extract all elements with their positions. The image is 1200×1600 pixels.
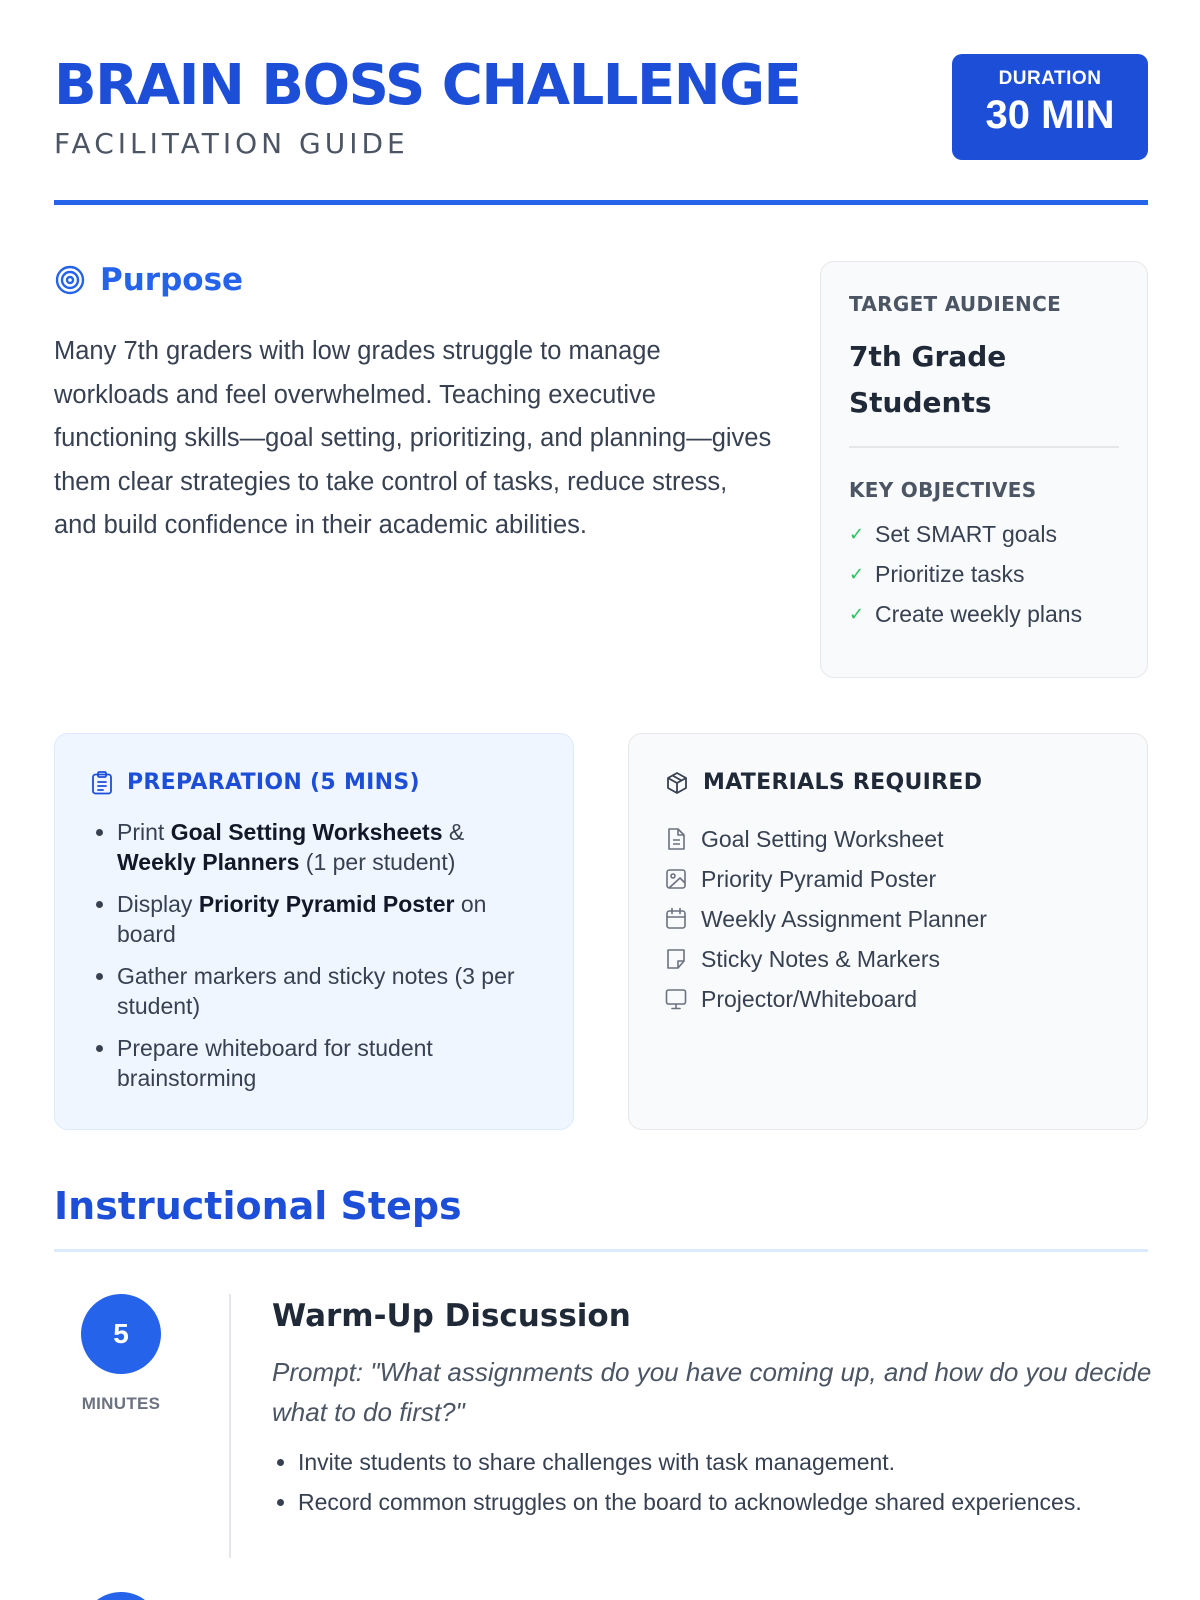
purpose-section xyxy=(54,262,774,548)
list-item: Projector/Whiteboard xyxy=(665,979,1111,1019)
step-bullets xyxy=(272,1442,1152,1522)
list-item: ✓ Create weekly plans xyxy=(849,594,1119,634)
preparation-heading: PREPARATION (5 MINS) xyxy=(91,770,537,795)
calendar-icon xyxy=(665,907,687,931)
audience-value: 7th Grade Students xyxy=(849,340,1007,419)
check-icon: ✓ xyxy=(849,603,865,624)
step-minutes-badge: 5 xyxy=(81,1294,161,1374)
materials-card xyxy=(628,733,1148,1130)
document-icon xyxy=(665,827,687,851)
step-title: Warm-Up Discussion xyxy=(272,1298,631,1334)
list-item: • Gather markers and sticky notes (3 per student) xyxy=(117,961,537,1021)
objectives-list xyxy=(849,514,1119,634)
preparation-list xyxy=(91,817,537,1093)
check-icon: ✓ xyxy=(849,523,865,544)
steps-heading: Instructional Steps xyxy=(54,1184,462,1228)
list-item: ✓ Prioritize tasks xyxy=(849,554,1119,594)
target-icon xyxy=(54,264,86,296)
next-step-badge xyxy=(81,1592,161,1600)
list-item: • Record common struggles on the board to acknowledge shared experiences. xyxy=(298,1482,1152,1522)
check-icon: ✓ xyxy=(849,563,865,584)
box-icon xyxy=(665,771,689,795)
purpose-text: Many 7th graders with low grades struggle to manage workloads and feel overwhelmed. Teaching executive functioning skills—goal setting, prioritizing, and planning—gives them clear strategies to take control of tasks, reduce stress, and build confidence in their academic abilities. xyxy=(54,337,772,539)
list-item: Goal Setting Worksheet xyxy=(665,819,1111,859)
monitor-icon xyxy=(665,987,687,1011)
step-prompt: Prompt: "What assignments do you have coming up, and how do you decide what to do first?" xyxy=(272,1357,1152,1427)
list-item: Priority Pyramid Poster xyxy=(665,859,1111,899)
duration-badge xyxy=(952,54,1148,160)
list-item: • Print Goal Setting Worksheets & Weekly Planners (1 per student) xyxy=(117,817,537,877)
list-item: ✓ Set SMART goals xyxy=(849,514,1119,554)
header-divider xyxy=(54,200,1148,205)
image-icon xyxy=(665,867,687,891)
page-title: BRAIN BOSS CHALLENGE xyxy=(54,53,801,118)
list-item: • Display Priority Pyramid Poster on board xyxy=(117,889,537,949)
page-subtitle: FACILITATION GUIDE xyxy=(54,127,409,160)
objectives-label: KEY OBJECTIVES xyxy=(849,477,1037,502)
preparation-card xyxy=(54,733,574,1130)
materials-list xyxy=(665,819,1111,1019)
step-body xyxy=(272,1294,1152,1522)
step-minutes-label: MINUTES xyxy=(81,1394,161,1413)
audience-card xyxy=(820,261,1148,678)
clipboard-icon xyxy=(91,771,113,795)
list-item: • Prepare whiteboard for student brainstorming xyxy=(117,1033,537,1093)
steps-divider xyxy=(54,1249,1148,1252)
duration-value: 30 MIN xyxy=(985,93,1115,137)
audience-label: TARGET AUDIENCE xyxy=(849,292,1062,316)
duration-label: DURATION xyxy=(998,68,1102,89)
page-header xyxy=(54,52,1148,206)
card-divider xyxy=(849,446,1119,448)
list-item: • Invite students to share challenges with task management. xyxy=(298,1442,1152,1482)
purpose-heading xyxy=(54,262,774,298)
purpose-heading-text: Purpose xyxy=(100,262,244,298)
list-item: Sticky Notes & Markers xyxy=(665,939,1111,979)
step-timeline-line xyxy=(229,1294,231,1558)
step-warm-up xyxy=(54,1294,1152,1564)
sticky-note-icon xyxy=(665,947,687,971)
list-item: Weekly Assignment Planner xyxy=(665,899,1111,939)
materials-heading: MATERIALS REQUIRED xyxy=(665,770,1111,795)
